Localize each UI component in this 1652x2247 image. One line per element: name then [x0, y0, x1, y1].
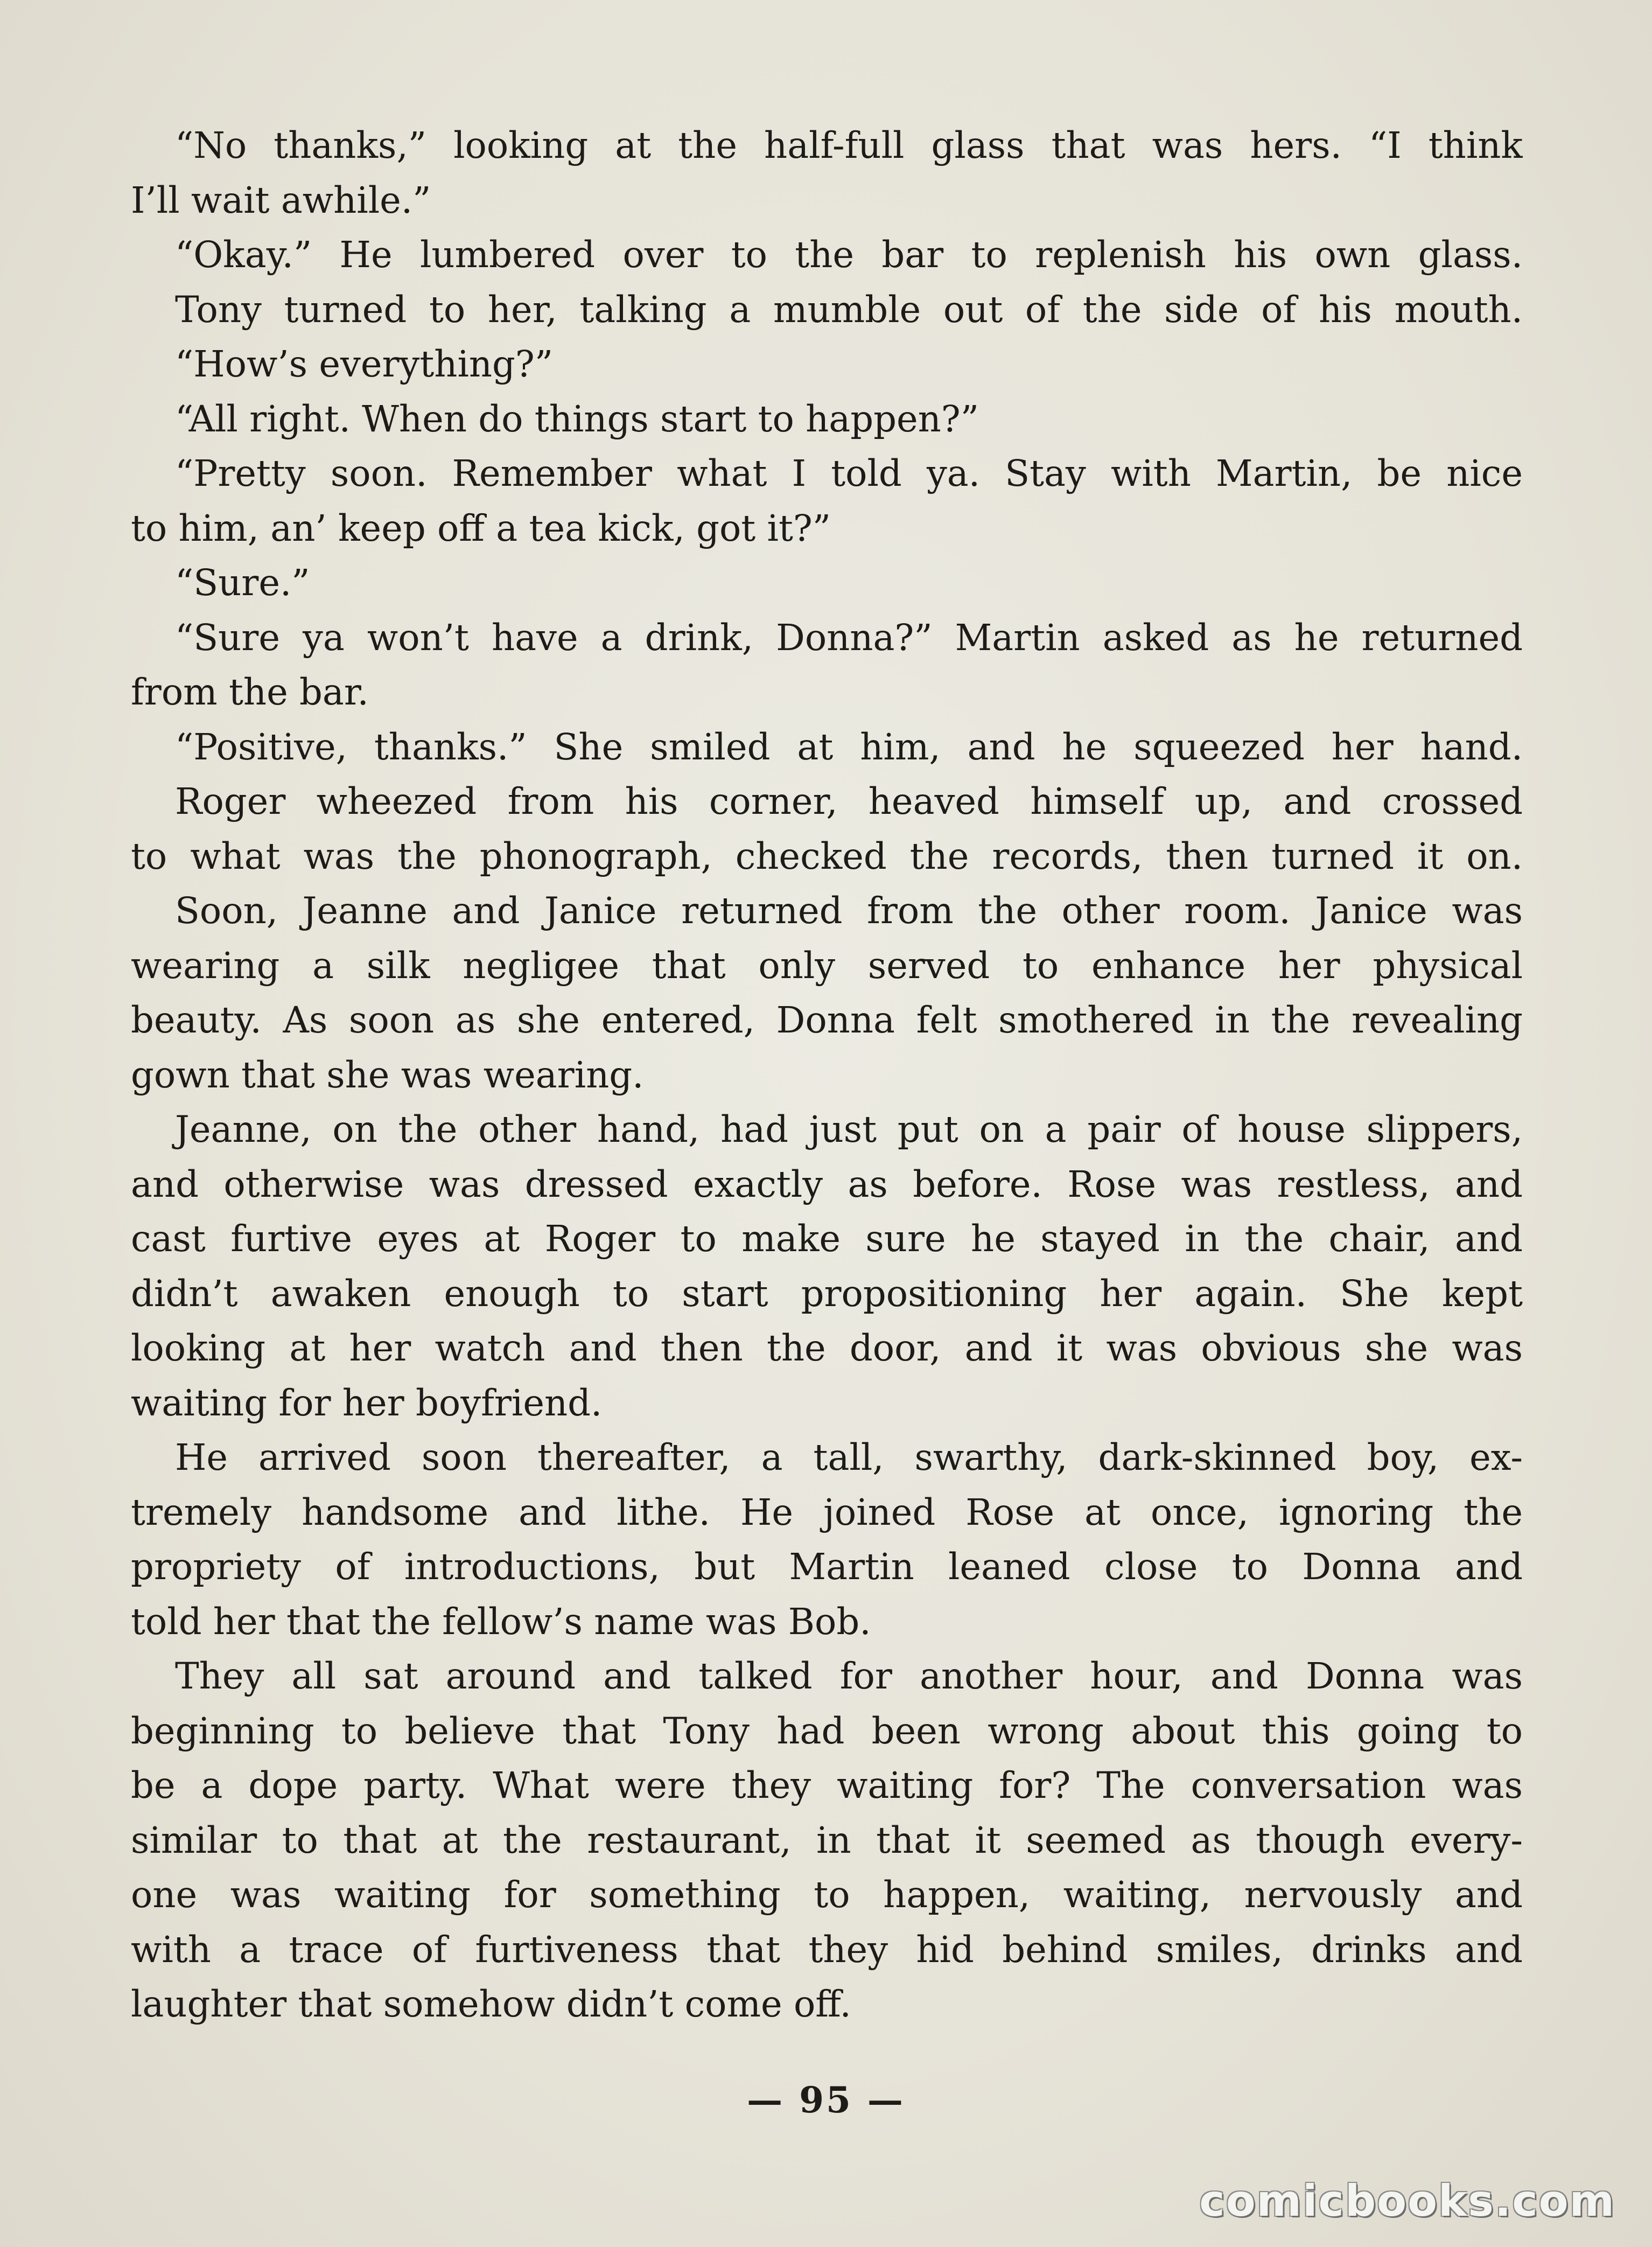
text-line: laughter that somehow didn’t come off. — [131, 1983, 851, 2025]
text-line: with a trace of furtiveness that they hid behind smiles, drinks and — [131, 1928, 1523, 1971]
text-line: from the bar. — [131, 671, 369, 713]
text-line: “No thanks,” looking at the half-full glass that was hers. “I think — [175, 124, 1523, 166]
text-line: He arrived soon thereafter, a tall, swarthy, dark-skinned boy, ex- — [175, 1436, 1523, 1478]
text-line: “How’s everything?” — [175, 343, 554, 385]
text-line: to him, an’ keep off a tea kick, got it?” — [131, 507, 831, 549]
text-line: to what was the phonograph, checked the records, then turned it on. — [131, 835, 1523, 877]
text-line: Soon, Jeanne and Janice returned from the other room. Janice was — [175, 890, 1523, 932]
text-line: “Okay.” He lumbered over to the bar to replenish his own glass. — [175, 234, 1523, 276]
text-line: didn’t awaken enough to start propositioning her again. She kept — [131, 1272, 1523, 1315]
text-line: wearing a silk negligee that only served to enhance her physical — [131, 944, 1523, 987]
body-text — [131, 118, 1523, 2032]
text-line: told her that the fellow’s name was Bob. — [131, 1600, 871, 1643]
text-line: and otherwise was dressed exactly as before. Rose was restless, and — [131, 1163, 1523, 1205]
text-line: looking at her watch and then the door, and it was obvious she was — [131, 1327, 1523, 1369]
text-line: be a dope party. What were they waiting for? The conversation was — [131, 1764, 1523, 1806]
text-line: one was waiting for something to happen, waiting, nervously and — [131, 1874, 1523, 1916]
text-line: beauty. As soon as she entered, Donna felt smothered in the revealing — [131, 999, 1523, 1041]
text-line: I’ll wait awhile.” — [131, 179, 431, 221]
text-line: Roger wheezed from his corner, heaved himself up, and crossed — [175, 780, 1523, 822]
text-line: “Pretty soon. Remember what I told ya. Stay with Martin, be nice — [175, 452, 1523, 494]
text-line: “Positive, thanks.” She smiled at him, and he squeezed her hand. — [175, 725, 1523, 768]
text-line: Tony turned to her, talking a mumble out of the side of his mouth. — [175, 288, 1523, 331]
text-line: beginning to believe that Tony had been wrong about this going to — [131, 1709, 1523, 1752]
page-number: — 95 — — [747, 2079, 905, 2121]
text-line: “Sure.” — [175, 562, 310, 604]
text-line: cast furtive eyes at Roger to make sure he stayed in the chair, and — [131, 1218, 1523, 1260]
text-line: They all sat around and talked for another hour, and Donna was — [175, 1655, 1523, 1697]
text-line: propriety of introductions, but Martin leaned close to Donna and — [131, 1546, 1523, 1588]
text-line: “Sure ya won’t have a drink, Donna?” Martin asked as he returned — [175, 616, 1523, 659]
text-line: waiting for her boyfriend. — [131, 1381, 603, 1424]
watermark-logo: comicbooks.com — [1199, 2176, 1615, 2226]
text-line: tremely handsome and lithe. He joined Rose at once, ignoring the — [131, 1491, 1523, 1533]
text-line: similar to that at the restaurant, in that it seemed as though every- — [131, 1819, 1523, 1861]
text-line: “All right. When do things start to happen?” — [175, 397, 979, 440]
text-line: gown that she was wearing. — [131, 1053, 644, 1096]
text-line: Jeanne, on the other hand, had just put on a pair of house slippers, — [175, 1108, 1523, 1150]
